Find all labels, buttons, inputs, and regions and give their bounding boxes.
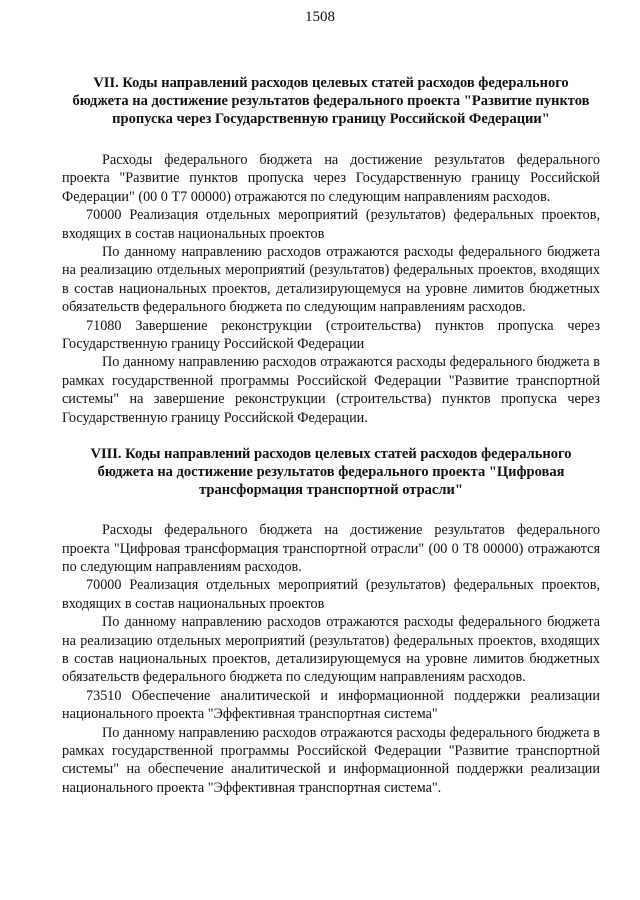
paragraph: По данному направлению расходов отражаются расходы федерального бюджета в рамках государственной программы Российской Федерации "Развитие транспортной системы" на обеспечение аналитической и информационной поддержки реализации национального проекта "Эффективная транспортная система". — [62, 724, 600, 796]
expense-code-paragraph: 73510 Обеспечение аналитической и информационной поддержки реализации национального проекта "Эффективная транспортная система" — [62, 687, 600, 723]
expense-code-paragraph: 70000 Реализация отдельных мероприятий (результатов) федеральных проектов, входящих в состав национальных проектов — [62, 207, 600, 242]
paragraph: Расходы федерального бюджета на достижение результатов федерального проекта "Цифровая трансформация транспортной отрасли" (00 0 T8 00000) отражаются по следующим направлениям расходов. — [62, 522, 600, 575]
paragraph: Расходы федерального бюджета на достижение результатов федерального проекта "Развитие пунктов пропуска через Государственную границу Российской Федерации" (00 0 T7 00000) отражаются по следующим направлениям расходов. — [62, 152, 600, 205]
document-body — [62, 74, 600, 797]
paragraph: По данному направлению расходов отражаются расходы федерального бюджета на реализацию отдельных мероприятий (результатов) федеральных проектов, входящих в состав национальных проектов, детализирующемуся на уровне лимитов бюджетных обязательств федерального бюджета по следующим направлениям расходов. — [62, 244, 600, 316]
paragraph: По данному направлению расходов отражаются расходы федерального бюджета в рамках государственной программы Российской Федерации "Развитие транспортной системы" на завершение реконструкции (строительства) пунктов пропуска через Государственную границу Российской Федерации. — [62, 354, 600, 426]
page-number: 1508 — [305, 9, 335, 25]
section-heading: VIII. Коды направлений расходов целевых статей расходов федерального бюджета на достижение результатов федерального проекта "Цифровая трансформация транспортной отрасли" — [90, 446, 572, 499]
section-heading: VII. Коды направлений расходов целевых статей расходов федерального бюджета на достижение результатов федерального проекта "Развитие пунктов пропуска через Государственную границу Российской Федерации" — [72, 75, 590, 127]
expense-code-paragraph: 70000 Реализация отдельных мероприятий (результатов) федеральных проектов, входящих в состав национальных проектов — [62, 577, 600, 612]
paragraph: По данному направлению расходов отражаются расходы федерального бюджета на реализацию отдельных мероприятий (результатов) федеральных проектов, входящих в состав национальных проектов, детализирующемуся на уровне лимитов бюджетных обязательств федерального бюджета по следующим направлениям расходов. — [62, 614, 600, 686]
expense-code-paragraph: 71080 Завершение реконструкции (строительства) пунктов пропуска через Государственную границу Российской Федерации — [62, 317, 600, 353]
